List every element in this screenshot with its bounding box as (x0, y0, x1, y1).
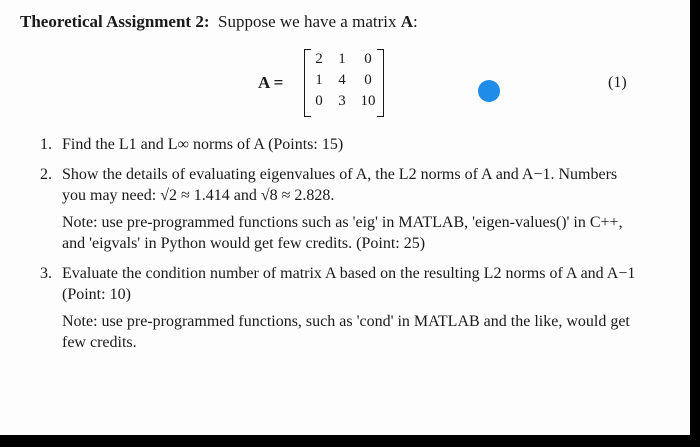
matrix-cell: 1 (338, 51, 346, 67)
item-note: Note: use pre-programmed functions such as 'eig' in MATLAB, 'eigen-values()' in C++, and 'eigvals' in Python would get few credits. (Point: 25) (62, 214, 623, 252)
list-item (40, 164, 640, 254)
matrix-cell: 0 (364, 51, 372, 67)
matrix-cell: 3 (338, 93, 346, 109)
matrix-cell: 4 (338, 72, 346, 88)
heading-text: Suppose we have a matrix (218, 12, 397, 31)
matrix-cell: 0 (364, 72, 372, 88)
blue-dot-marker (478, 80, 500, 102)
question-list (40, 134, 640, 353)
right-bracket (377, 49, 384, 117)
item-text: Show the details of evaluating eigenvalues of A, the L2 norms of A and A−1. Numbers you may need: √2 ≈ 1.414 and √8 ≈ 2.828. (62, 166, 618, 204)
matrix-equation (0, 0, 690, 120)
item-note: Note: use pre-programmed functions, such as 'cond' in MATLAB and the like, would get few credits. (62, 313, 630, 351)
item-text: Evaluate the condition number of matrix A based on the resulting L2 norms of A and A−1 (Point: 10) (62, 265, 636, 303)
item-number: 1. (40, 136, 52, 153)
item-text: Find the L1 and L∞ norms of A (Points: 15) (62, 136, 344, 153)
equation-number: (1) (608, 74, 627, 91)
matrix-cell: 2 (315, 51, 323, 67)
item-number: 3. (40, 265, 52, 282)
list-item (40, 263, 640, 353)
matrix-cell: 10 (360, 93, 376, 109)
heading-label: Theoretical Assignment 2: (20, 12, 210, 31)
matrix-A (304, 49, 384, 115)
item-number: 2. (40, 166, 52, 183)
heading-matrix-symbol: A (400, 12, 413, 31)
heading-colon: : (413, 12, 418, 31)
list-item (40, 134, 640, 155)
equation-lhs: A = (258, 73, 284, 92)
matrix-cell: 1 (315, 72, 323, 88)
matrix-cell: 0 (315, 93, 323, 109)
